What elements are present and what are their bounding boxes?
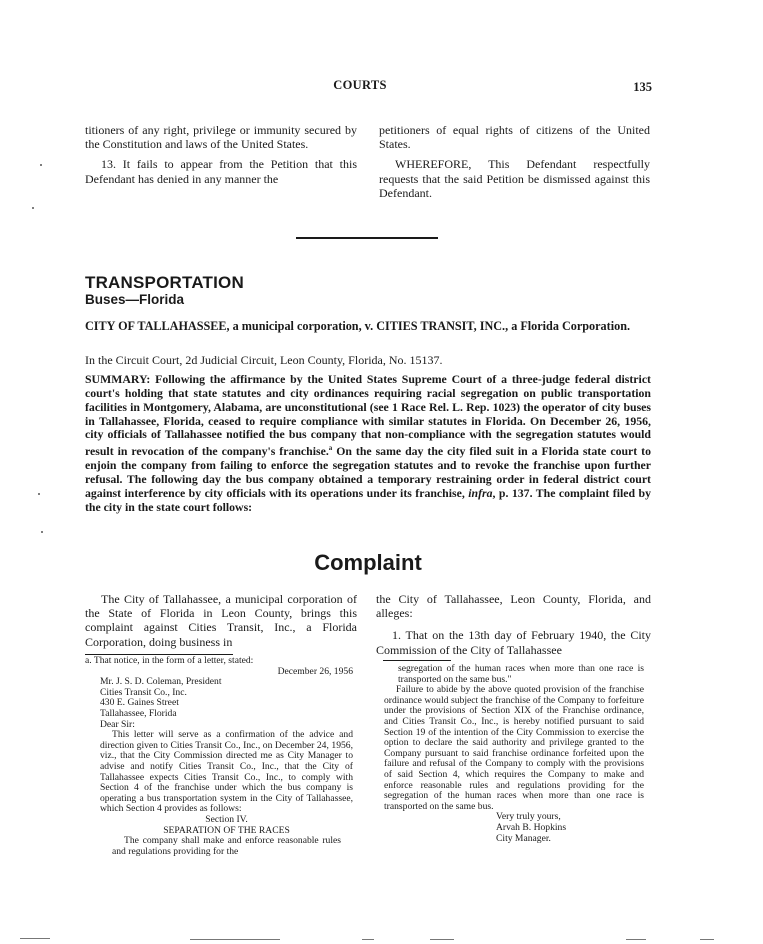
scan-speck (41, 531, 43, 533)
section-subheading: Buses—Florida (85, 292, 185, 307)
scan-edge-mark (362, 939, 374, 940)
letter-body-continued: Failure to abide by the above quoted provision of the franchise ordinance would subject the franchise of the Company to forfeiture under the provisions of Section XIX of the Franchise ordinance, and Cities Transit Co., Inc., is hereby notified pursuant to said Section 19 of the intention of the City Commission to exercise the option to declare the said authority and privilege granted to the Company pursuant to said franchise ordinance forfeited upon the failure and refusal of the Company to comply with the provisions of said Section 4, which requires the Company to make and enforce reasonable rules and regulations providing for the segregation of the human races when more than one race is transported on the same bus. (384, 684, 644, 812)
summary-text: Following the affirmance by the United States Supreme Court of a three-judge federal district court's holding that state statutes and city ordinances requiring racial segregation on public transportation facilities in Montgomery, Alabama, are unconstitutional (see 1 Race Rel. L. Rep. 1023) the operator of city buses in Tallahassee, Florida, ceased to require compliance with similar statutes in Florida. On December 26, 1956, city officials of Tallahassee notified the bus company that non-compliance with the segregation statutes would result in revocation of the company's franchise. (85, 372, 651, 459)
scan-edge-mark (190, 939, 280, 940)
top-left-paragraph: 13. It fails to appear from the Petition that this Defendant has denied in any manner the (85, 157, 357, 186)
scan-speck (38, 493, 40, 495)
summary-text: , p. 137. The complaint filed by the city in the state court follows: (85, 485, 651, 514)
top-right-paragraph: petitioners of equal rights of citizens of the United States. (379, 123, 650, 152)
section-divider (296, 237, 438, 239)
letter-closing (384, 812, 644, 844)
complaint-title: Complaint (314, 550, 422, 575)
letter-body: This letter will serve as a confirmation of the advice and direction given to Cities Transit Co., Inc., on December 24, 1956, viz., that the City Commission directed me as City Manager to advise and notify Cities Transit Co., Inc., that the City of Tallahassee expects Cities Transit Co., Inc., to comply with Section 4 of the franchise under which the bus company is operating a bus transportation system in the City of Tallahassee, which Section 4 provides as follows: (100, 729, 353, 815)
summary-text: On the same day the city filed suit in a Florida state court to enjoin the company from failing to enforce the segregation statutes and to revoke the franchise upon further refusal. The following day the bus company obtained a temporary restraining order in federal district court against interference by city officials with its operations under its franchise, (85, 444, 651, 500)
scan-edge-mark (700, 939, 714, 940)
top-left-paragraph: titioners of any right, privilege or immunity secured by the Constitution and laws of the United States. (85, 123, 357, 152)
scan-speck (40, 164, 42, 166)
case-summary (85, 373, 651, 514)
footnote-left (85, 656, 353, 857)
complaint-left-paragraph: The City of Tallahassee, a municipal corporation of the State of Florida in Leon County, brings this complaint against Cities Transit, Inc., a Florida Corporation, doing business in (85, 592, 357, 649)
letter-date: December 26, 1956 (277, 665, 353, 677)
top-right-column (379, 123, 650, 200)
address-line: Cities Transit Co., Inc. (100, 686, 187, 698)
scan-edge-mark (626, 939, 646, 940)
court-line: In the Circuit Court, 2d Judicial Circuit, Leon County, Florida, No. 15137. (85, 353, 443, 367)
section-heading: TRANSPORTATION (85, 273, 244, 292)
footnote-right (384, 664, 644, 844)
summary-label: SUMMARY: (85, 372, 151, 386)
address-line: Mr. J. S. D. Coleman, President (100, 676, 222, 688)
quoted-section-title: SEPARATION OF THE RACES (163, 824, 290, 836)
scan-edge-mark (430, 939, 454, 940)
top-left-column (85, 123, 357, 186)
closing-line: Arvah B. Hopkins (496, 821, 567, 833)
complaint-right-paragraph: 1. That on the 13th day of February 1940, the City Commission of the City of Tallahassee (376, 628, 651, 657)
summary-infra: infra (468, 485, 493, 500)
letter-address (85, 677, 353, 857)
complaint-right-paragraph: the City of Tallahassee, Leon County, Florida, and alleges: (376, 592, 651, 621)
address-line: Tallahassee, Florida (100, 707, 177, 719)
address-line: Dear Sir: (100, 718, 135, 730)
complaint-right-column (376, 592, 651, 657)
closing-line: Very truly yours, (496, 811, 561, 823)
quoted-section-number: Section IV. (205, 813, 248, 825)
top-right-paragraph: WHEREFORE, This Defendant respectfully requests that the said Petition be dismissed against this Defendant. (379, 157, 650, 200)
scan-speck (32, 207, 34, 209)
scan-edge-mark (20, 938, 50, 939)
case-caption: CITY OF TALLAHASSEE, a municipal corporation, v. CITIES TRANSIT, INC., a Florida Corporation. (85, 319, 631, 333)
address-line: 430 E. Gaines Street (100, 697, 179, 709)
closing-line: City Manager. (496, 832, 551, 844)
running-header: COURTS (333, 78, 387, 92)
page-number: 135 (633, 80, 652, 94)
footnote-rule (383, 660, 451, 661)
footnote-marker: a (328, 444, 333, 453)
footnote-intro: a. That notice, in the form of a letter, stated: (85, 655, 254, 666)
quoted-section-text: The company shall make and enforce reasonable rules and regulations providing for the (112, 835, 341, 857)
quoted-section-continued: segregation of the human races when more than one race is transported on the same bus." (398, 663, 644, 685)
